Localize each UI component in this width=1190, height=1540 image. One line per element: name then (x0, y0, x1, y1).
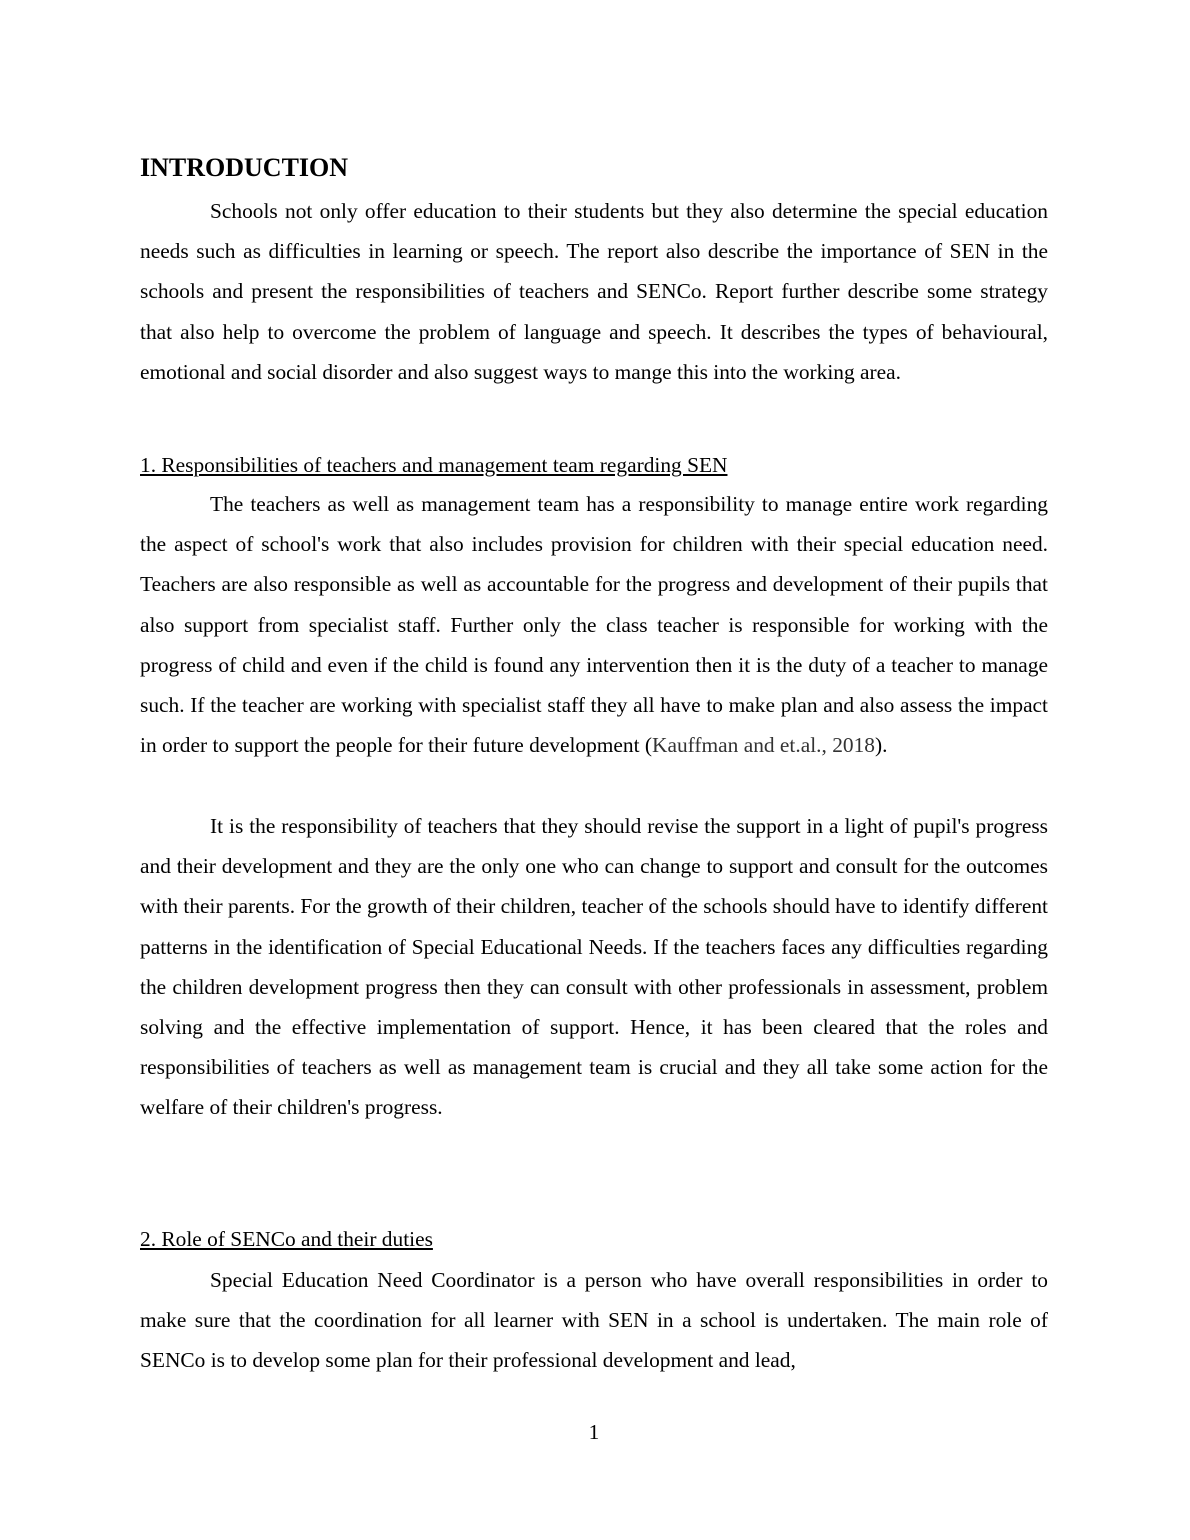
document-page (140, 0, 1048, 1540)
citation: Kauffman and et.al., 2018 (652, 733, 875, 758)
section-1-paragraph-1-text: The teachers as well as management team has a responsibility to manage entire work regarding the aspect of school's work that also includes provision for children with their special education need. Teachers are also responsible as well as accountable for the progress and development of their pupils that also support from specialist staff. Further only the class teacher is responsible for working with the progress of child and even if the child is found any intervention then it is the duty of a teacher to manage such. If the teacher are working with specialist staff they all have to make plan and also assess the impact in order to support the people for their future development ( (140, 492, 1048, 758)
section-1-paragraph-1-end: ). (874, 733, 888, 758)
section-1-paragraph-2: It is the responsibility of teachers that they should revise the support in a light of pupil's progress and their development and they are the only one who can change to support and consult for the outcomes with their parents. For the growth of their children, teacher of the schools should have to identify different patterns in the identification of Special Educational Needs. If the teachers faces any difficulties regarding the children development progress then they can consult with other professionals in assessment, problem solving and the effective implementation of support. Hence, it has been cleared that the roles and responsibilities of teachers as well as management team is crucial and they all take some action for the welfare of their children's progress. (140, 814, 1048, 1120)
section-1-paragraph-1 (140, 484, 1048, 765)
page-number: 1 (588, 1420, 600, 1444)
section-2-title: 2. Role of SENCo and their duties (140, 1227, 433, 1251)
section-1-title: 1. Responsibilities of teachers and management team regarding SEN (140, 453, 728, 477)
section-2-paragraph-1: Special Education Need Coordinator is a person who have overall responsibilities in order to make sure that the coordination for all learner with SEN in a school is undertaken. The main role of SENCo is to develop some plan for their professional development and lead, (140, 1268, 1048, 1373)
intro-paragraph: Schools not only offer education to their students but they also determine the special education needs such as difficulties in learning or speech. The report also describe the importance of SEN in the schools and present the responsibilities of teachers and SENCo. Report further describe some strategy that also help to overcome the problem of language and speech. It describes the types of behavioural, emotional and social disorder and also suggest ways to mange this into the working area. (140, 199, 1048, 384)
page-title: INTRODUCTION (140, 153, 349, 182)
